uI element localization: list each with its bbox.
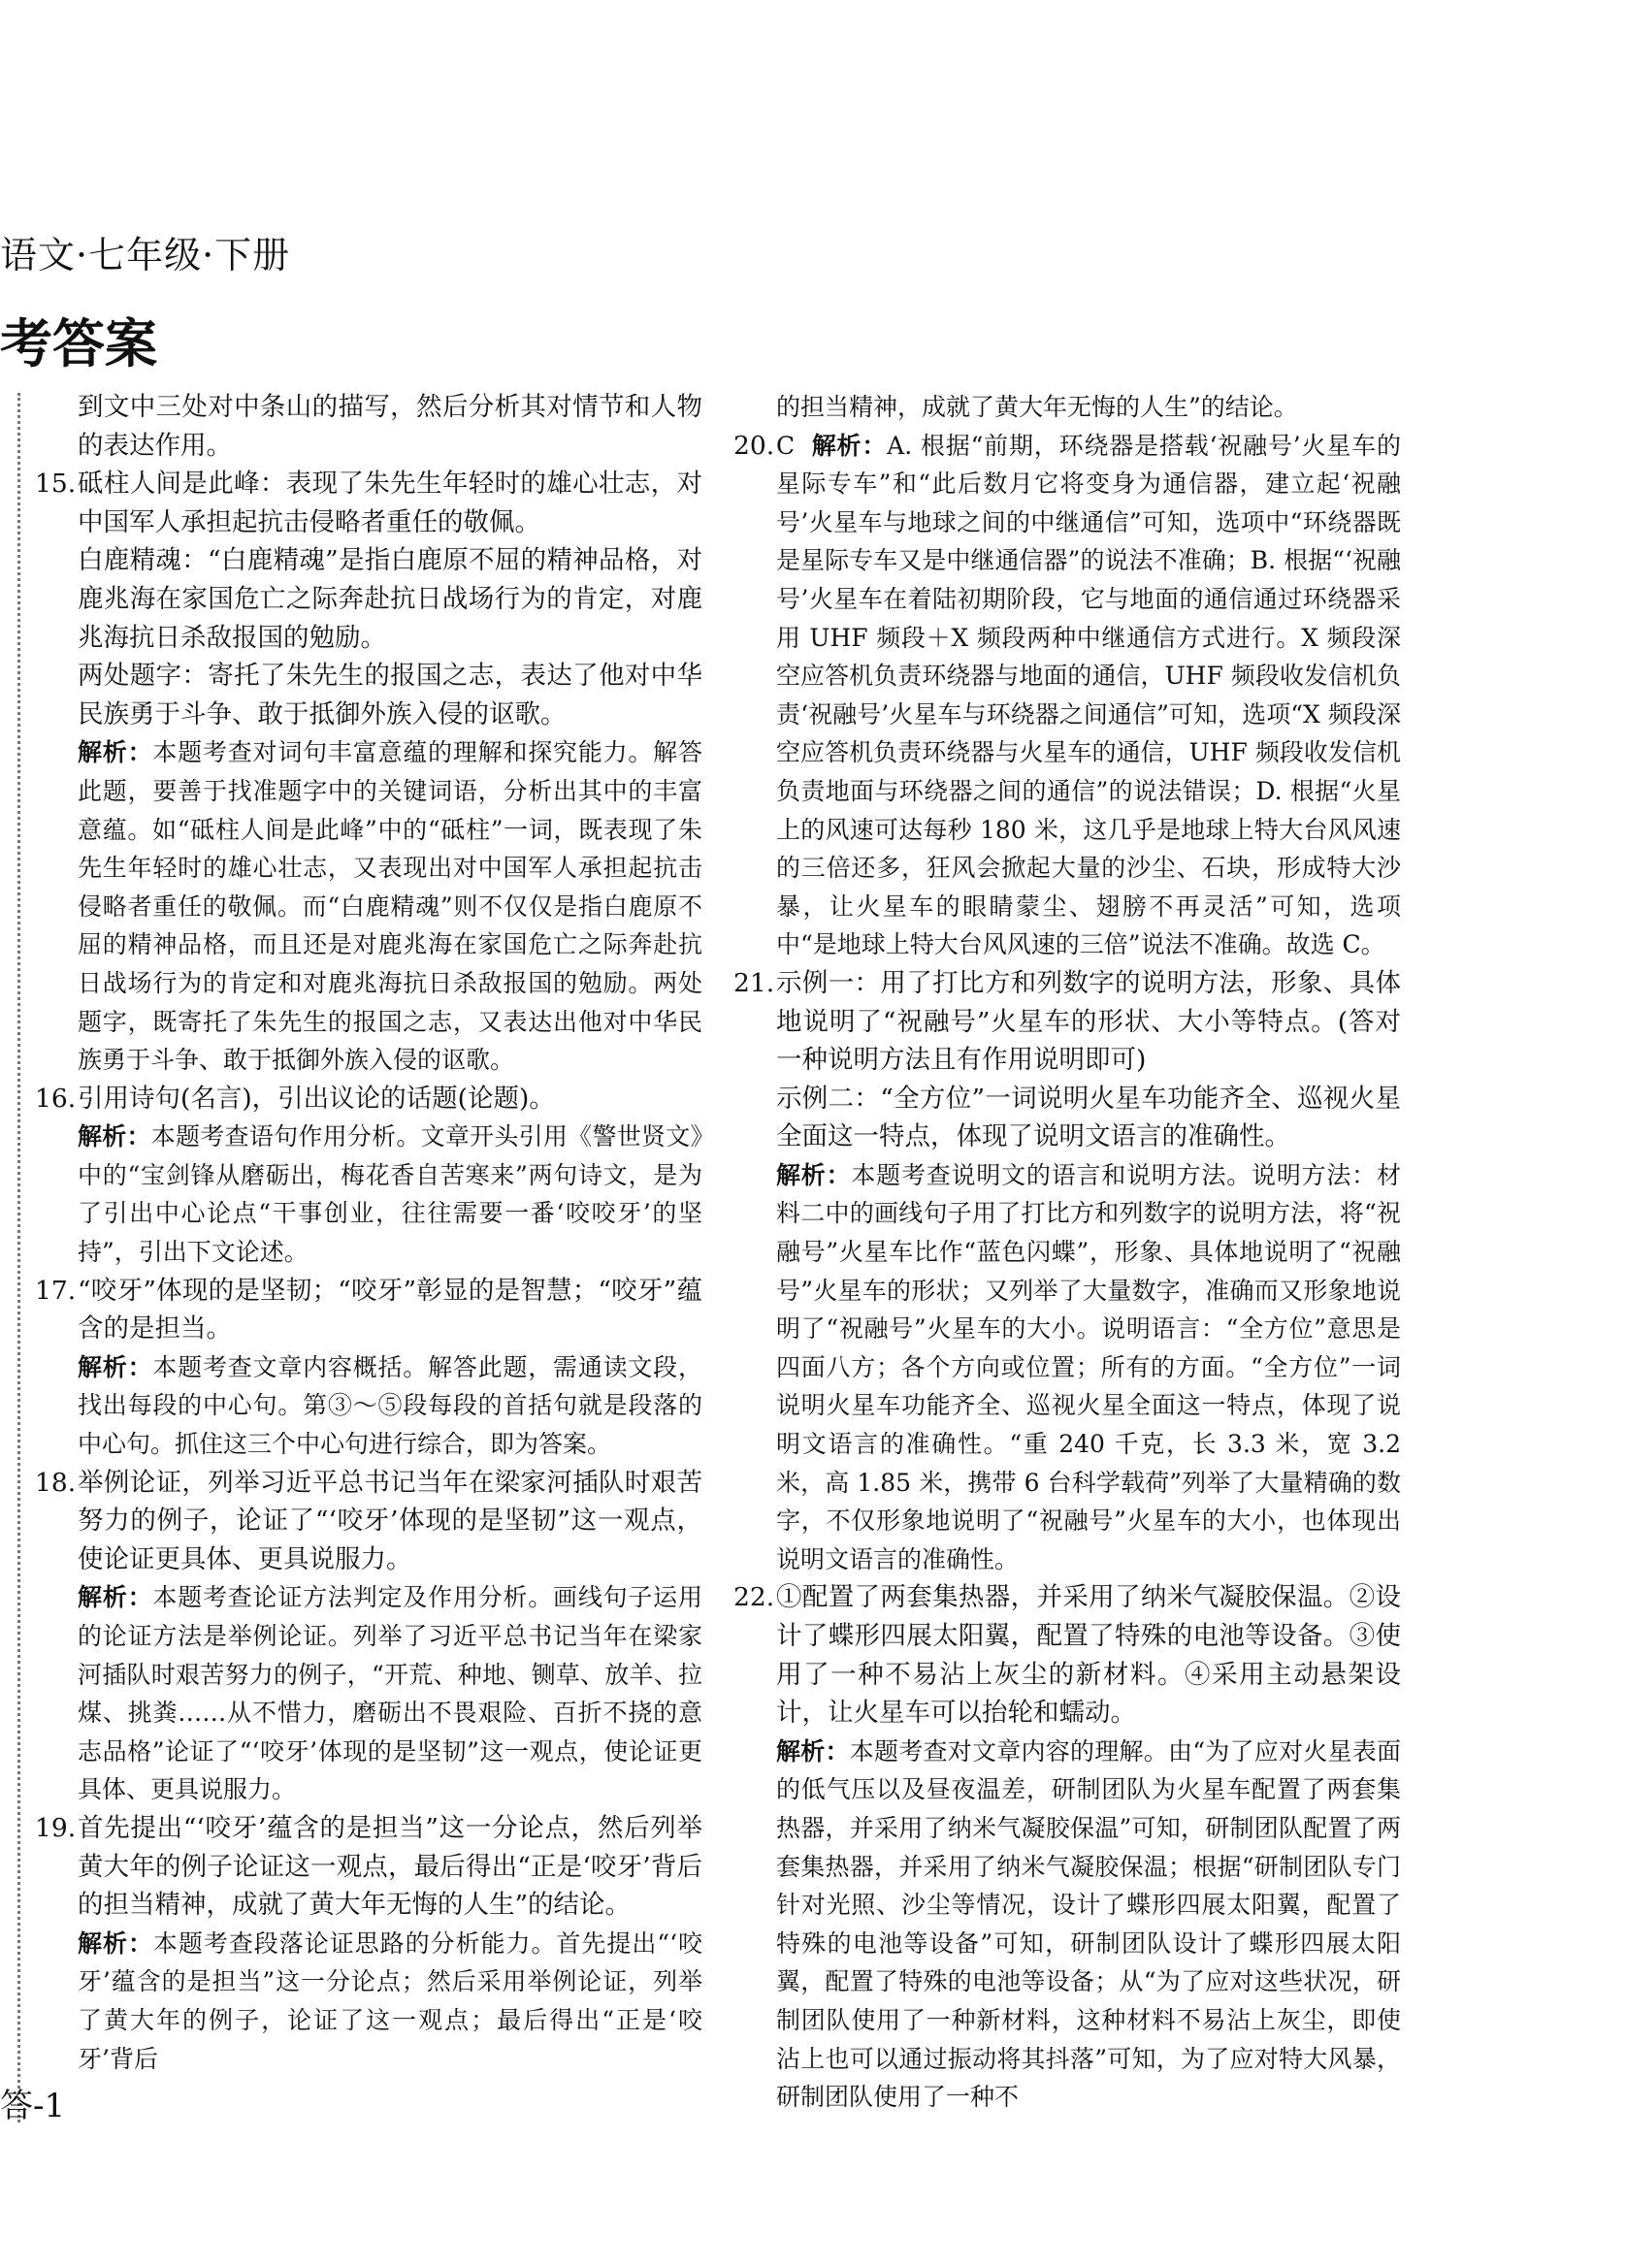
answer-22 xyxy=(733,1578,1401,2116)
analysis-text: 本题考查对文章内容的理解。由“为了应对火星表面的低气压以及昼夜温差，研制团队为火星车配置了两套集热器，并采用了纳米气凝胶保温”可知，研制团队配置了两套集热器，并采用了纳米气凝胶保温；根据“研制团队专门针对光照、沙尘等情况，设计了蝶形四展太阳翼，配置了特殊的电池等设备”可知，研制团队设计了蝶形四展太阳翼，配置了特殊的电池等设备；从“为了应对这些状况，研制团队使用了一种新材料，这种材料不易沾上灰尘，即使沾上也可以通过振动将其抖落”可知，为了应对特大风暴，研制团队使用了一种不 xyxy=(776,1736,1401,2112)
continued-text: 的担当精神，成就了黄大年无悔的人生”的结论。 xyxy=(776,393,1298,421)
question-number: 21. xyxy=(733,967,775,998)
analysis xyxy=(78,1118,702,1271)
answer-text: 举例论证，列举习近平总书记当年在梁家河插队时艰苦努力的例子，论证了“‘咬牙’体现的是坚韧”这一观点，使论证更具体、更具说服力。 xyxy=(78,1467,702,1574)
analysis xyxy=(78,1578,702,1809)
analysis-text: 本题考查论证方法判定及作用分析。画线句子运用的论证方法是举例论证。列举了习近平总书记当年在梁家河插队时艰苦努力的例子，“开荒、种地、铡草、放羊、拉煤、挑粪……从不惜力，磨砺出不畏艰险、百折不挠的意志品格”论证了“‘咬牙’体现的是坚韧”这一观点，使论证更具体、更具说服力。 xyxy=(78,1583,702,1804)
analysis-text: 本题考查文章内容概括。解答此题，需通读文段，找出每段的中心句。第③～⑤段每段的首括句就是段落的中心句。抓住这三个中心句进行综合，即为答案。 xyxy=(78,1352,702,1459)
analysis-text: 本题考查段落论证思路的分析能力。首先提出“‘咬牙’蕴含的是担当”这一分论点；然后采用举例论证，列举了黄大年的例子，论证了这一观点；最后得出“正是‘咬牙’背后 xyxy=(78,1928,702,2073)
answer-text: 两处题字：寄托了朱先生的报国之志，表达了他对中华民族勇于斗争、敢于抵御外族入侵的讴歌。 xyxy=(78,661,702,729)
question-number: 16. xyxy=(35,1083,77,1114)
answer-text: 示例二：“全方位”一词说明火星车功能齐全、巡视火星全面这一特点，体现了说明文语言的准确性。 xyxy=(776,1083,1401,1152)
analysis-label: 解析： xyxy=(78,1352,153,1381)
analysis-label: 解析： xyxy=(78,1928,153,1958)
answer-20 xyxy=(733,427,1401,964)
continued-text: 到文中三处对中条山的描写，然后分析其对情节和人物的表达作用。 xyxy=(78,392,702,461)
analysis-label: 解析： xyxy=(776,1736,850,1766)
analysis-text: 本题考查对词句丰富意蕴的理解和探究能力。解答此题，要善于找准题字中的关键词语，分析出其中的丰富意蕴。如“砥柱人间是此峰”中的“砥柱”一词，既表现了朱先生年轻时的雄心壮志，又表现出对中国军人承担起抗击侵略者重任的敬佩。而“白鹿精魂”则不仅仅是指白鹿原不屈的精神品格，而且还是对鹿兆海在家国危亡之际奔赴抗日战场行为的肯定和对鹿兆海抗日杀敌报国的勉励。两处题字，既寄托了朱先生的报国之志，又表达出他对中华民族勇于斗争、敢于抵御外族入侵的讴歌。 xyxy=(78,738,702,1075)
margin-dotted-rule xyxy=(17,393,20,2122)
question-number: 15. xyxy=(35,469,77,500)
analysis-text: 本题考查说明文的语言和说明方法。说明方法：材料二中的画线句子用了打比方和列数字的说明方法，将“祝融号”火星车比作“蓝色闪蝶”，形象、具体地说明了“祝融号”火星车的形状；又列举了大量数字，准确而又形象地说明了“祝融号”火星车的大小。说明语言：“全方位”意思是四面八方；各个方向或位置；所有的方面。“全方位”一词说明火星车功能齐全、巡视火星全面这一特点，体现了说明文语言的准确性。“重 240 千克，长 3.3 米，宽 3.2 米，高 1.85 米，携带 6 台科学载荷”列举了大量精确的数字，不仅形象地说明了“祝融号”火星车的大小，也体现出说明文语言的准确性。 xyxy=(776,1160,1401,1573)
analysis-text: A. 根据“前期，环绕器是搭载‘祝融号’火星车的星际专车”和“此后数月它将变身为通信器，建立起‘祝融号’火星车与地球之间的中继通信”可知，选项中“环绕器既是星际专车又是中继通信器”的说法不准确；B. 根据“‘祝融号’火星车在着陆初期阶段，它与地面的通信通过环绕器采用 UHF 频段＋X 频段两种中继通信方式进行。X 频段深空应答机负责环绕器与地面的通信，UHF 频段收发信机负责‘祝融号’火星车与环绕器之间通信”可知，选项“X 频段深空应答机负责环绕器与火星车的通信，UHF 频段收发信机负责地面与环绕器之间的通信”的说法错误；D. 根据“火星上的风速可达每秒 180 米，这几乎是地球上特大台风风速的三倍还多，狂风会掀起大量的沙尘、石块，形成特大沙暴，让火星车的眼睛蒙尘、翅膀不再灵活”可知，选项中“是地球上特大台风风速的三倍”说法不准确。故选 C。 xyxy=(776,431,1401,959)
analysis xyxy=(78,733,702,1079)
answer-18 xyxy=(35,1464,702,1809)
analysis-label: 解析： xyxy=(811,431,888,460)
analysis-label: 解析： xyxy=(78,1583,153,1612)
analysis xyxy=(776,427,1401,964)
analysis xyxy=(78,1925,702,2078)
answer-17 xyxy=(35,1272,702,1464)
right-column xyxy=(733,388,1401,2117)
answer-text: 白鹿精魂：“白鹿精魂”是指白鹿原不屈的精神品格，对鹿兆海在家国危亡之际奔赴抗日战场行为的肯定，对鹿兆海抗日杀敌报国的勉励。 xyxy=(78,545,702,653)
analysis-label: 解析： xyxy=(78,738,153,767)
answer-text: ①配置了两套集热器，并采用了纳米气凝胶保温。②设计了蝶形四展太阳翼，配置了特殊的电池等设备。③使用了一种不易沾上灰尘的新材料。④采用主动悬架设计，让火星车可以抬轮和蠕动。 xyxy=(776,1582,1401,1729)
question-number: 20. xyxy=(733,430,775,461)
answer-text: 示例一：用了打比方和列数字的说明方法，形象、具体地说明了“祝融号”火星车的形状、大小等特点。(答对一种说明方法且有作用说明即可) xyxy=(776,967,1401,1076)
answer-text: 首先提出“‘咬牙’蕴含的是担当”这一分论点，然后列举黄大年的例子论证这一观点，最后得出“正是‘咬牙’背后的担当精神，成就了黄大年无悔的人生”的结论。 xyxy=(78,1812,702,1921)
analysis-label: 解析： xyxy=(78,1122,151,1151)
answer-text: 砥柱人间是此峰：表现了朱先生年轻时的雄心壮志，对中国军人承担起抗击侵略者重任的敬佩。 xyxy=(78,469,702,537)
analysis-label: 解析： xyxy=(776,1160,852,1189)
analysis xyxy=(776,1733,1401,2117)
page-number: 答-1 xyxy=(0,2087,66,2125)
analysis xyxy=(776,1156,1401,1579)
analysis xyxy=(78,1348,702,1464)
answer-15 xyxy=(35,465,702,1080)
analysis-text: 本题考查语句作用分析。文章开头引用《警世贤文》中的“宝剑锋从磨砺出，梅花香自苦寒来”两句诗文，是为了引出中心论点“干事创业，往往需要一番‘咬咬牙’的坚持”，引出下文论述。 xyxy=(78,1122,702,1267)
answer-text: “咬牙”体现的是坚韧；“咬牙”彰显的是智慧；“咬牙”蕴含的是担当。 xyxy=(78,1275,702,1345)
question-number: 17. xyxy=(35,1275,77,1306)
page-title: 考答案 xyxy=(0,313,157,374)
left-column xyxy=(35,388,702,2078)
answer-19 xyxy=(35,1809,702,2078)
answer-21 xyxy=(733,964,1401,1579)
question-number: 22. xyxy=(733,1582,775,1613)
answer-16 xyxy=(35,1080,702,1272)
book-header: 语文·七年级·下册 xyxy=(0,234,291,276)
answer-text: 引用诗句(名言)，引出议论的话题(论题)。 xyxy=(78,1083,555,1114)
question-number: 18. xyxy=(35,1467,77,1498)
answer-choice: C xyxy=(776,431,796,460)
question-number: 19. xyxy=(35,1812,77,1843)
